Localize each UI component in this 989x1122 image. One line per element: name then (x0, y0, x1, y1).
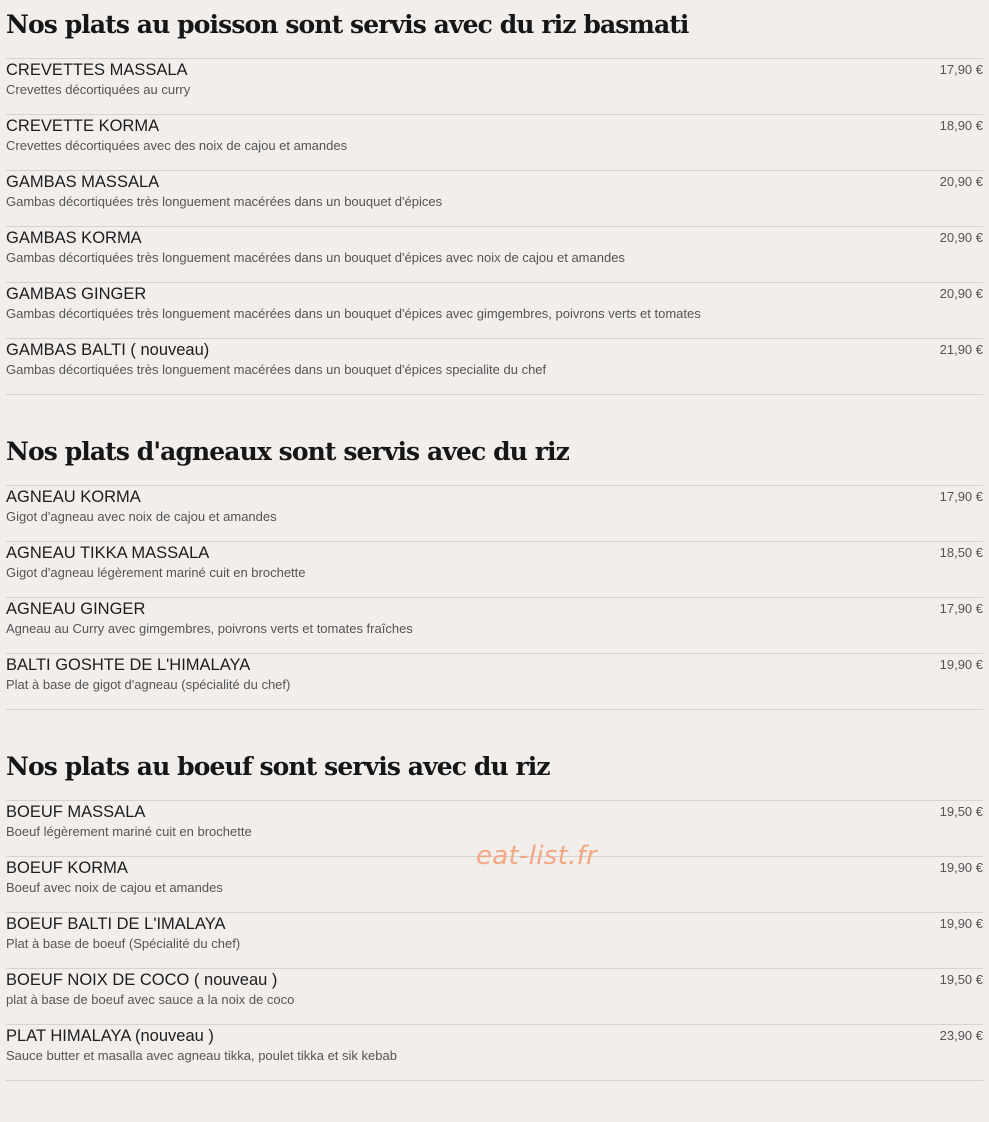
item-description: Gambas décortiquées très longuement macérées dans un bouquet d'épices specialite du chef (6, 362, 547, 377)
item-price: 19,50 € (939, 804, 983, 819)
watermark-text: eat-list.fr (476, 841, 598, 871)
menu-item (6, 170, 983, 226)
item-description: Crevettes décortiquées au curry (6, 82, 191, 97)
section-title: Nos plats au boeuf sont servis avec du riz (6, 752, 550, 781)
item-name: GAMBAS MASSALA (6, 173, 160, 191)
menu-item (6, 597, 983, 653)
item-price: 18,90 € (939, 118, 983, 133)
menu-item (6, 58, 983, 114)
menu-item (6, 968, 983, 1024)
item-name: BOEUF NOIX DE COCO ( nouveau ) (6, 971, 278, 989)
item-name: PLAT HIMALAYA (nouveau ) (6, 1027, 214, 1045)
item-price: 17,90 € (939, 62, 983, 77)
item-price: 20,90 € (939, 286, 983, 301)
section-fish (6, 0, 983, 395)
menu-item (6, 912, 983, 968)
section-beef (6, 742, 983, 1081)
item-description: Agneau au Curry avec gimgembres, poivrons verts et tomates fraîches (6, 621, 413, 636)
menu-item (6, 338, 983, 394)
item-description: plat à base de boeuf avec sauce a la noix de coco (6, 992, 295, 1007)
item-description: Crevettes décortiquées avec des noix de cajou et amandes (6, 138, 348, 153)
item-price: 19,90 € (939, 916, 983, 931)
item-name: BOEUF MASSALA (6, 803, 146, 821)
item-description: Gambas décortiquées très longuement macérées dans un bouquet d'épices avec noix de cajou et amandes (6, 250, 625, 265)
item-description: Gigot d'agneau légèrement mariné cuit en brochette (6, 565, 306, 580)
item-price: 19,50 € (939, 972, 983, 987)
item-name: BOEUF KORMA (6, 859, 128, 877)
item-name: BOEUF BALTI DE L'IMALAYA (6, 915, 226, 933)
item-price: 20,90 € (939, 230, 983, 245)
item-description: Plat à base de boeuf (Spécialité du chef) (6, 936, 241, 951)
item-description: Sauce butter et masalla avec agneau tikka, poulet tikka et sik kebab (6, 1048, 397, 1063)
item-price: 21,90 € (939, 342, 983, 357)
item-description: Boeuf légèrement mariné cuit en brochette (6, 824, 252, 839)
section-divider (6, 1080, 983, 1081)
menu-item (6, 226, 983, 282)
item-price: 19,90 € (939, 860, 983, 875)
item-name: GAMBAS KORMA (6, 229, 142, 247)
item-description: Plat à base de gigot d'agneau (spécialité du chef) (6, 677, 291, 692)
item-name: AGNEAU KORMA (6, 488, 141, 506)
menu-item (6, 114, 983, 170)
item-name: CREVETTE KORMA (6, 117, 160, 135)
item-description: Gigot d'agneau avec noix de cajou et amandes (6, 509, 277, 524)
item-name: AGNEAU TIKKA MASSALA (6, 544, 210, 562)
menu-item (6, 282, 983, 338)
item-description: Gambas décortiquées très longuement macérées dans un bouquet d'épices (6, 194, 443, 209)
item-name: CREVETTES MASSALA (6, 61, 188, 79)
item-price: 17,90 € (939, 601, 983, 616)
menu-item (6, 1024, 983, 1080)
item-name: GAMBAS GINGER (6, 285, 147, 303)
section-divider (6, 394, 983, 395)
section-title: Nos plats d'agneaux sont servis avec du riz (6, 437, 569, 466)
item-name: AGNEAU GINGER (6, 600, 146, 618)
item-price: 18,50 € (939, 545, 983, 560)
item-price: 19,90 € (939, 657, 983, 672)
menu-item (6, 653, 983, 709)
menu-item (6, 541, 983, 597)
item-name: BALTI GOSHTE DE L'HIMALAYA (6, 656, 251, 674)
section-divider (6, 709, 983, 710)
item-description: Gambas décortiquées très longuement macérées dans un bouquet d'épices avec gimgembres, poivrons verts et tomates (6, 306, 701, 321)
item-description: Boeuf avec noix de cajou et amandes (6, 880, 223, 895)
item-price: 23,90 € (939, 1028, 983, 1043)
menu-item (6, 485, 983, 541)
section-title: Nos plats au poisson sont servis avec du riz basmati (6, 10, 689, 39)
section-lamb (6, 427, 983, 710)
item-name: GAMBAS BALTI ( nouveau) (6, 341, 210, 359)
item-price: 17,90 € (939, 489, 983, 504)
item-price: 20,90 € (939, 174, 983, 189)
